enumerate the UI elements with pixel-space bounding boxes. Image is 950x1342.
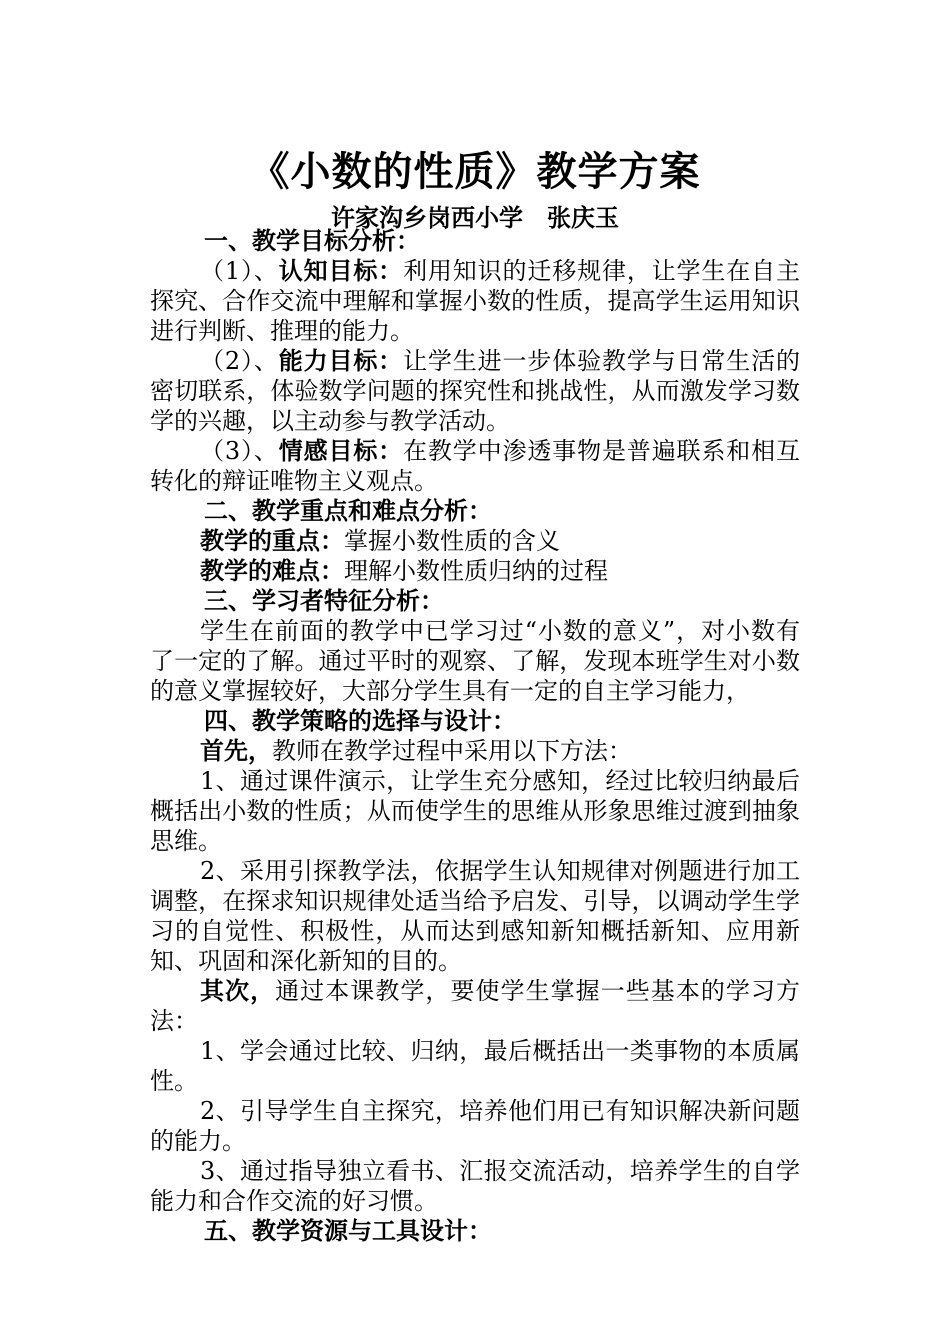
objective-emotional — [150, 436, 800, 496]
objective-label: 能力目标： — [278, 347, 404, 375]
learning-method-item: 1、学会通过比较、归纳，最后概括出一类事物的本质属性。 — [150, 1037, 800, 1095]
objective-number: （2）、 — [200, 347, 279, 375]
document-body — [150, 226, 800, 1246]
strategy-first-text: 教师在教学过程中采用以下方法： — [272, 737, 632, 765]
strategy-second-label: 其次， — [200, 977, 276, 1005]
objective-text: 在教学中渗透事物是普遍联系和相互转化的辩证唯物主义观点。 — [150, 437, 801, 495]
difficult-point-text: 理解小数性质归纳的过程 — [344, 557, 608, 585]
key-point-label: 教学的重点： — [200, 527, 344, 555]
learning-method-item: 2、引导学生自主探究，培养他们用已有知识解决新问题的能力。 — [150, 1097, 800, 1155]
section-heading-resources: 五、教学资源与工具设计： — [204, 1217, 492, 1245]
objective-text: 让学生进一步体验教学与日常生活的密切联系，体验数学问题的探究性和挑战性，从而激发学习数学的兴趣，以主动参与教学活动。 — [150, 347, 801, 435]
strategy-first-label: 首先， — [200, 737, 272, 765]
objective-ability — [150, 346, 800, 436]
objective-label: 认知目标： — [278, 257, 404, 285]
section-heading-strategy: 四、教学策略的选择与设计： — [204, 707, 516, 735]
method-item: 1、通过课件演示，让学生充分感知，经过比较归纳最后概括出小数的性质；从而使学生的思维从形象思维过渡到抽象思维。 — [150, 767, 800, 855]
difficult-point — [150, 556, 800, 586]
key-point — [150, 526, 800, 556]
objective-label: 情感目标： — [278, 437, 404, 465]
section-heading-objectives: 一、教学目标分析： — [204, 227, 420, 255]
key-point-text: 掌握小数性质的含义 — [344, 527, 560, 555]
section-heading-learners: 三、学习者特征分析： — [204, 587, 444, 615]
objective-number: （3）、 — [200, 437, 279, 465]
section-heading-key-points: 二、教学重点和难点分析： — [204, 497, 492, 525]
objective-number: （1）、 — [200, 257, 279, 285]
author-byline: 许家沟乡岗西小学 张庆玉 — [331, 204, 619, 232]
objective-text: 利用知识的迁移规律，让学生在自主探究、合作交流中理解和掌握小数的性质，提高学生运用知识进行判断、推理的能力。 — [150, 257, 801, 345]
strategy-second — [150, 976, 800, 1036]
learning-method-item: 3、通过指导独立看书、汇报交流活动，培养学生的自学能力和合作交流的好习惯。 — [150, 1157, 800, 1215]
learner-analysis: 学生在前面的教学中已学习过“小数的意义”，对小数有了一定的了解。通过平时的观察、了解，发现本班学生对小数的意义掌握较好，大部分学生具有一定的自主学习能力， — [150, 617, 800, 705]
strategy-second-text: 通过本课教学，要使学生掌握一些基本的学习方法： — [150, 977, 801, 1035]
method-item: 2、采用引探教学法，依据学生认知规律对例题进行加工调整，在探求知识规律处适当给予启发、引导，以调动学生学习的自觉性、积极性，从而达到感知新知概括新知、应用新知、巩固和深化新知的目的。 — [150, 857, 800, 975]
document-title: 《小数的性质》教学方案 — [249, 149, 701, 195]
objective-cognitive — [150, 256, 800, 346]
difficult-point-label: 教学的难点： — [200, 557, 344, 585]
strategy-first — [150, 736, 800, 766]
